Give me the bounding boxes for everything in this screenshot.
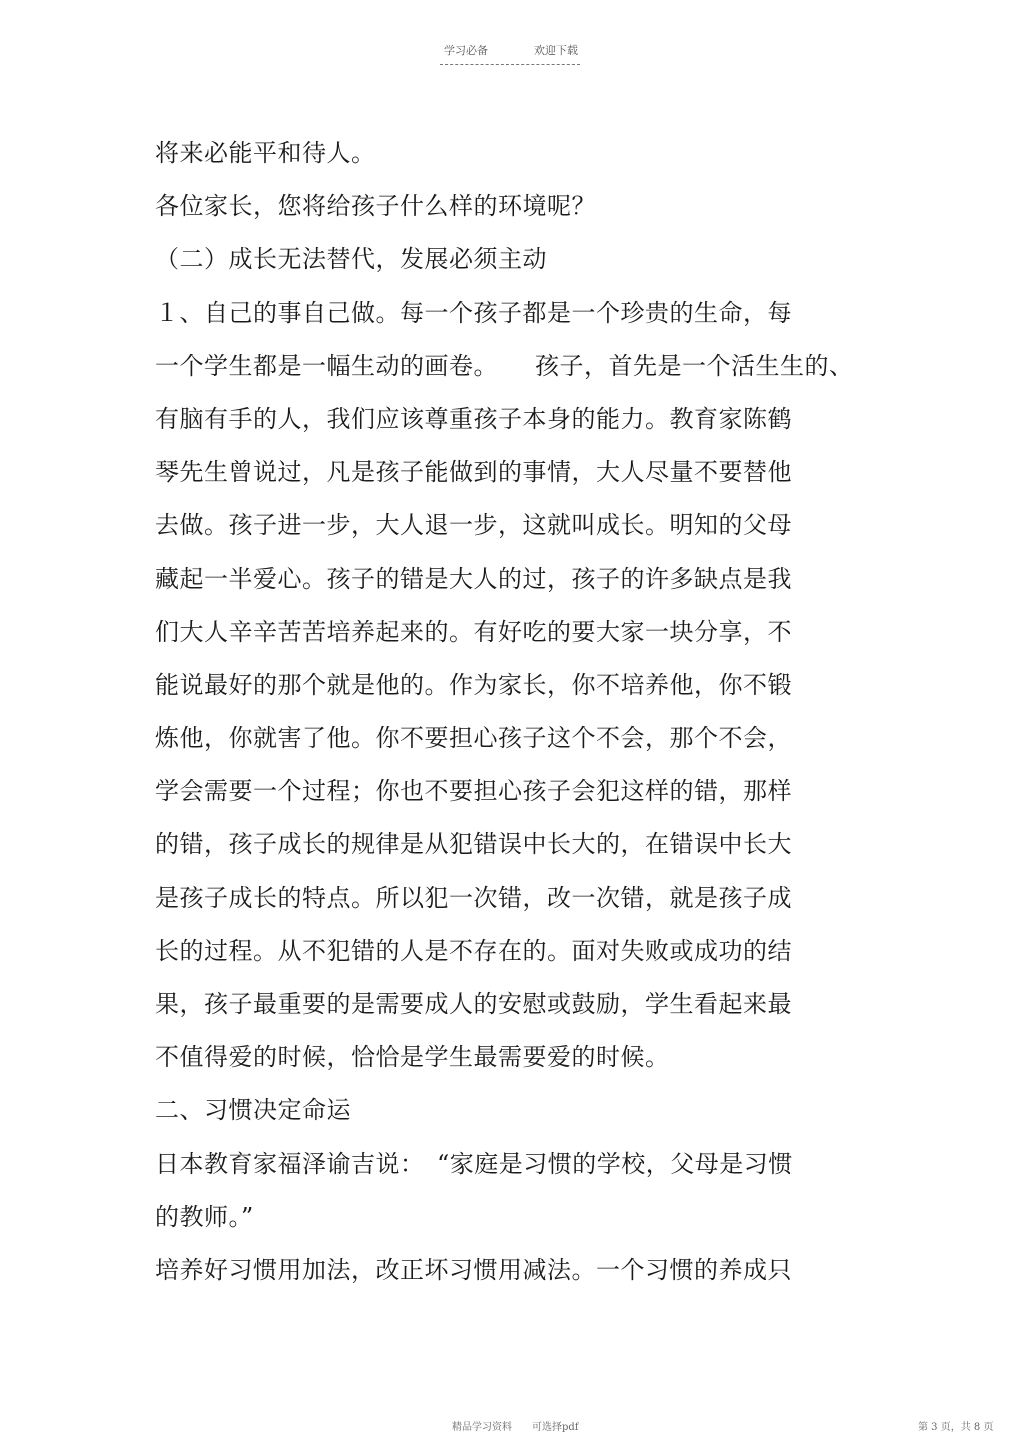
text-line: 有脑有手的人，我们应该尊重孩子本身的能力。教育家陈鹤 [155, 404, 792, 433]
header-left-text: 学习必备 [444, 44, 488, 57]
text-line: 培养好习惯用加法，改正坏习惯用减法。一个习惯的养成只 [155, 1255, 792, 1284]
text-line: 琴先生曾说过，凡是孩子能做到的事情，大人尽量不要替他 [155, 458, 792, 487]
text-line: １、自己的事自己做。每一个孩子都是一个珍贵的生命，每 [155, 298, 792, 327]
text-line: 将来必能平和待人。 [155, 139, 376, 167]
text-line: 果，孩子最重要的是需要成人的安慰或鼓励，学生看起来最 [155, 990, 792, 1018]
text-line: 藏起一半爱心。孩子的错是大人的过，孩子的许多缺点是我 [155, 564, 792, 593]
document-body [155, 130, 875, 1300]
text-line: 不值得爱的时候，恰恰是学生最需要爱的时候。 [155, 1043, 670, 1072]
section-heading: 二、习惯决定命运 [155, 1096, 351, 1125]
text-line: 是孩子成长的特点。所以犯一次错，改一次错，就是孩子成 [155, 883, 792, 912]
text-line: 日本教育家福泽谕吉说： “家庭是习惯的学校，父母是习惯 [155, 1149, 793, 1178]
page-number: 第 3 页，共 8 页 [918, 1422, 994, 1433]
text-line: 各位家长，您将给孩子什么样的环境呢？ [155, 192, 596, 221]
section-heading: （二）成长无法替代，发展必须主动 [155, 245, 547, 274]
text-line: 们大人辛辛苦苦培养起来的。有好吃的要大家一块分享，不 [155, 617, 792, 646]
text-line: 去做。孩子进一步，大人退一步，这就叫成长。明知的父母 [155, 511, 792, 540]
text-line: 一个学生都是一幅生动的画卷。 孩子，首先是一个活生生的、 [155, 351, 854, 380]
text-line: 的教师。” [155, 1202, 254, 1231]
text-line: 学会需要一个过程；你也不要担心孩子会犯这样的错，那样 [155, 777, 792, 806]
text-line: 的错，孩子成长的规律是从犯错误中长大的，在错误中长大 [155, 830, 792, 859]
header-right-text: 欢迎下载 [534, 44, 578, 57]
footer-left-text: 精品学习资料 可选择pdf [452, 1422, 579, 1433]
text-line: 长的过程。从不犯错的人是不存在的。面对失败或成功的结 [155, 936, 792, 965]
text-line: 炼他，你就害了他。你不要担心孩子这个不会，那个不会， [155, 724, 792, 753]
text-line: 能说最好的那个就是他的。作为家长，你不培养他，你不锻 [155, 670, 792, 699]
page-header [440, 42, 580, 65]
